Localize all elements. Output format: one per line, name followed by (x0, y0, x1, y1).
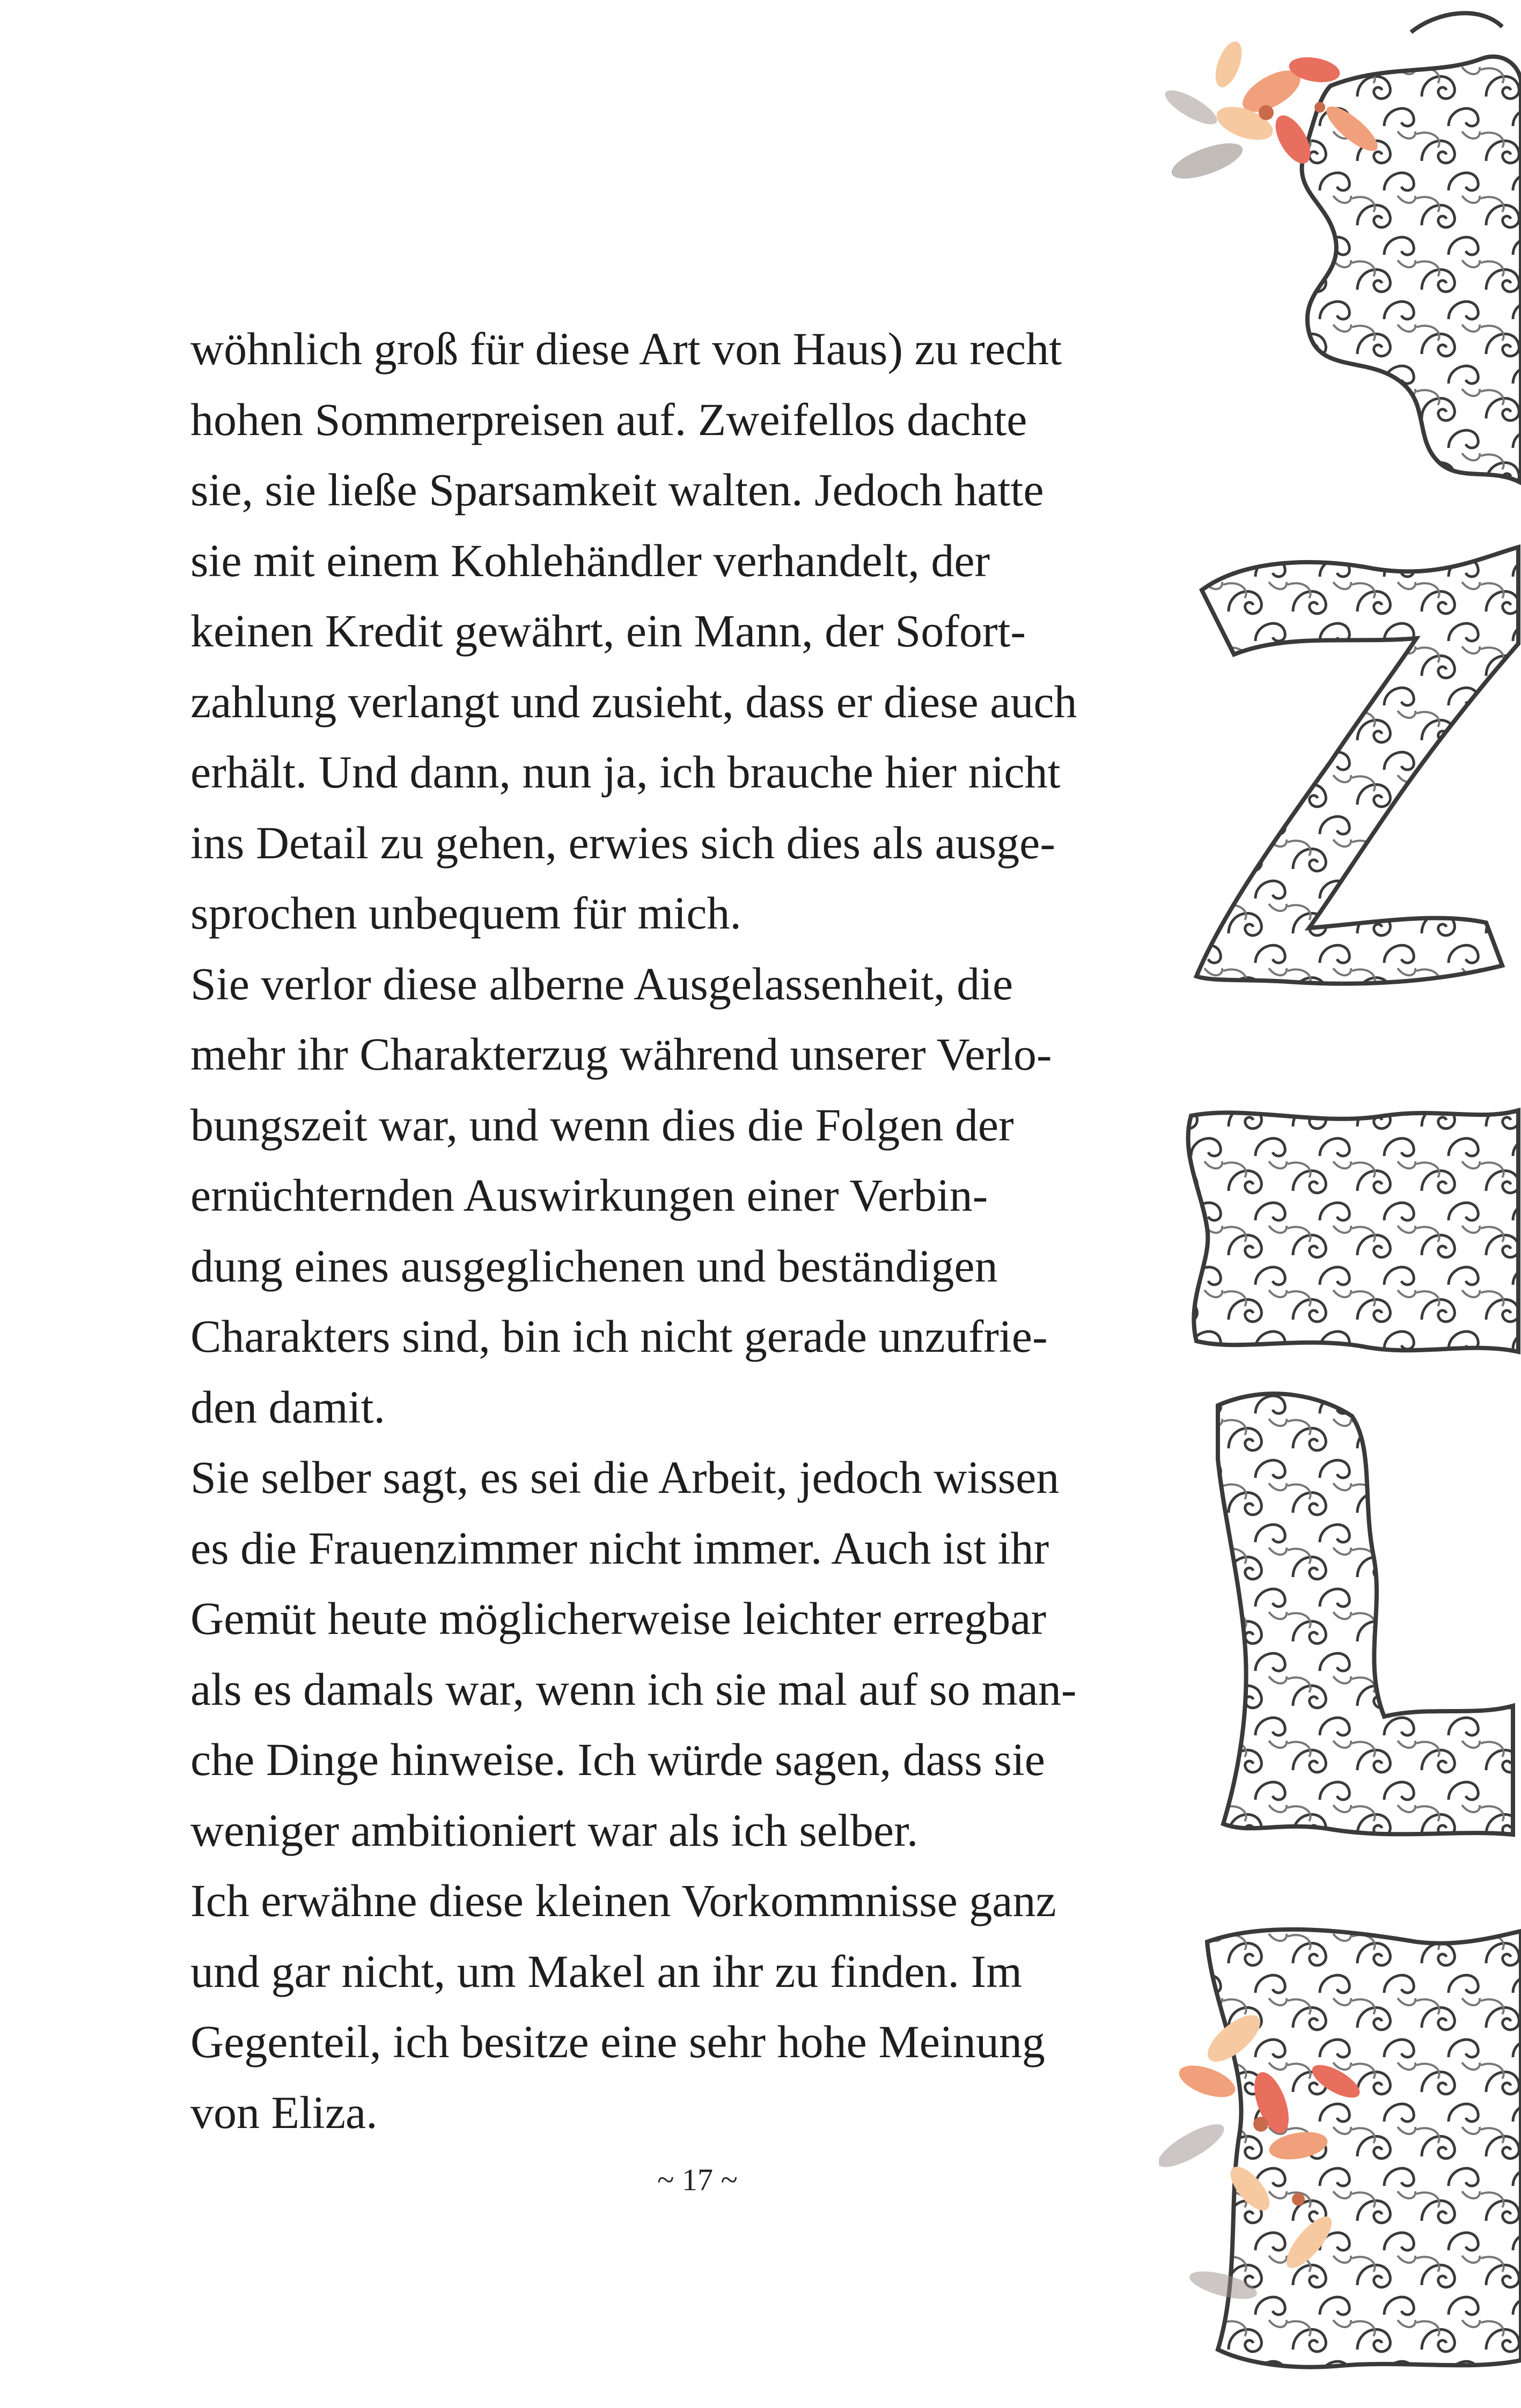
text-line: Charakters sind, bin ich nicht gerade unzufrie- (190, 1310, 1048, 1362)
text-line: von Eliza. (190, 2086, 378, 2138)
text-line: keinen Kredit gewährt, ein Mann, der Sofort- (190, 605, 1026, 657)
ornate-letter-top (1302, 13, 1521, 483)
ornate-letter-i (1188, 1110, 1518, 1352)
text-line: dung eines ausgeglichenen und beständigen (190, 1240, 998, 1292)
ornate-letter-l (1218, 1394, 1513, 1835)
text-line: zahlung verlangt und zusieht, dass er diese auch (190, 675, 1077, 727)
text-line: weniger ambitioniert war als ich selber. (190, 1804, 919, 1856)
text-line: erhält. Und dann, nun ja, ich brauche hier nicht (190, 746, 1061, 798)
text-line: ins Detail zu gehen, erwies sich dies als ausge- (190, 816, 1055, 868)
text-line: hohen Sommerpreisen auf. Zweifellos dachte (190, 393, 1027, 445)
text-line: Gegenteil, ich besitze eine sehr hohe Meinung (190, 2016, 1045, 2067)
text-line: mehr ihr Charakterzug während unserer Verlo- (190, 1028, 1052, 1080)
ornate-letter-z (1196, 547, 1518, 984)
page-number: ~ 17 ~ (657, 2162, 738, 2197)
text-line: Sie verlor diese alberne Ausgelassenheit, die (190, 958, 1013, 1010)
text-line: wöhnlich groß für diese Art von Haus) zu recht (190, 323, 1062, 374)
ornamental-letters-illustration (1159, 0, 1521, 2408)
text-line: bungszeit war, und wenn dies die Folgen der (190, 1099, 1014, 1151)
text-line: es die Frauenzimmer nicht immer. Auch ist ihr (190, 1522, 1049, 1574)
text-line: ernüchternden Auswirkungen einer Verbin- (190, 1169, 988, 1221)
ornate-letter-e (1207, 1930, 1521, 2367)
text-line: Gemüt heute möglicherweise leichter erregbar (190, 1593, 1047, 1644)
text-line: sie, sie ließe Sparsamkeit walten. Jedoch hatte (190, 464, 1044, 516)
text-line: den damit. (190, 1381, 386, 1433)
text-line: sie mit einem Kohlehändler verhandelt, der (190, 534, 990, 586)
text-line: als es damals war, wenn ich sie mal auf so man- (190, 1663, 1077, 1715)
text-line: che Dinge hinweise. Ich würde sagen, dass sie (190, 1734, 1045, 1785)
text-line: sprochen unbequem für mich. (190, 887, 741, 939)
text-line: Sie selber sagt, es sei die Arbeit, jedoch wissen (190, 1452, 1060, 1503)
body-text (190, 314, 1210, 2148)
text-line: und gar nicht, um Makel an ihr zu finden. Im (190, 1945, 1022, 1997)
text-line: Ich erwähne diese kleinen Vorkommnisse ganz (190, 1875, 1056, 1926)
